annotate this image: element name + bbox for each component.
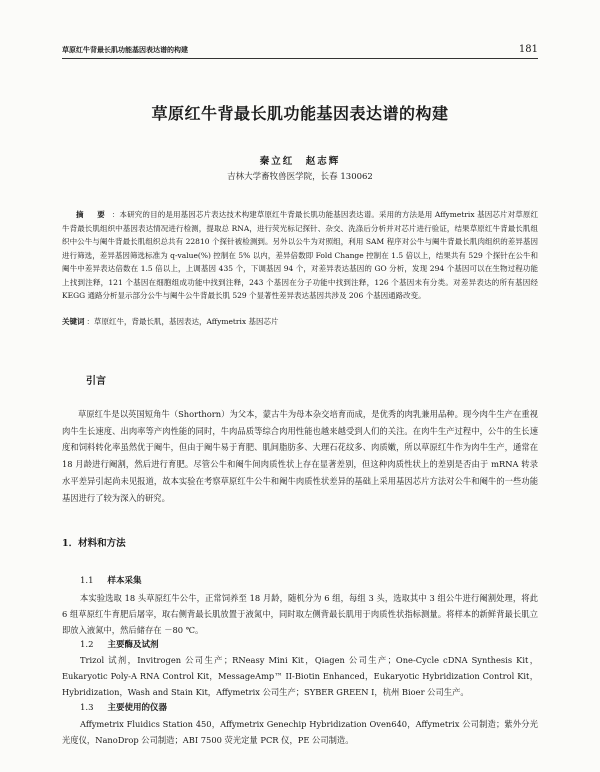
paragraph-sample-collection: 本实验选取 18 头草原红牛公牛，正常饲养至 18 月龄，随机分为 6 组，每组 3 头，选取其中 3 组公牛进行阉割处理，将此 6 组草原红牛育肥后屠宰，取右侧背最长肌放置于液氮中，同时取左侧背最长肌用于肉质性状指标测量。将样本的新鲜背最长肌立即放入液氮中，然后储存在 －80 ℃。 [62,593,538,635]
subsection-heading-1-3 [80,701,167,713]
article-authors: 秦立红 赵志辉 [259,156,341,167]
subsection-heading-1-2 [80,638,159,650]
section-heading-materials-methods: 1．材料和方法 [62,538,126,549]
subsection-title: 主要使用的仪器 [107,703,168,713]
keywords-label: 关键词 [62,317,85,326]
paragraph-reagents: Trizol 试剂，Invitrogen 公司生产；RNeasy Mini Kit，Qiagen 公司生产；One-Cycle cDNA Synthesis Kit，Eukaryotic Poly-A RNA Control Kit，MessageAmp™ II-Biotin Enhanced，Eukaryotic Hybridization Control Kit，Hybridization，Wash and Stain Kit，Affymetrix 公司生产；SYBER GREEN I，杭州 Bioer 公司生产。 [62,655,538,697]
introduction-heading: 引言 [86,376,106,387]
subsection-title: 主要酶及试剂 [107,640,159,650]
subsection-number: 1.1 [80,576,94,586]
article-affiliation: 吉林大学畜牧兽医学院，长春 130062 [227,172,373,182]
running-title: 草原红牛背最长肌功能基因表达谱的构建 [62,46,188,54]
running-header [62,44,538,59]
abstract-label: 摘 要 [76,210,108,219]
subsection-number: 1.2 [80,640,94,650]
introduction-text: 草原红牛是以英国短角牛（Shorthorn）为父本，蒙古牛为母本杂交培育而成，是优秀的肉乳兼用品种。现今肉牛生产在重视肉牛生长速度、出肉率等产肉性能的同时，牛肉品质等综合肉用性能也越来越受到人们的关注。在肉牛生产过程中，公牛的生长速度和饲料转化率虽然优于阉牛，但由于阉牛易于育肥、肌间脂肪多、大理石花纹多、肉质嫩，所以草原红牛作为肉牛生产，通常在 18 月龄进行阉割，然后进行育肥。尽管公牛和阉牛间肉质性状上存在显著差别，但这种肉质性状上的差别是否由于 mRNA 转录水平差异引起尚未见报道，故本实验在考察草原红牛公牛和阉牛肉质性状差异的基础上采用基因芯片方法对公牛和阉牛的一些功能基因进行了较为深入的研究。 [62,409,538,503]
paragraph-instruments: Affymetrix Fluidics Station 450，Affymetrix Genechip Hybridization Oven640，Affymetrix 公司制造；紫外分光光度仪，NanoDrop 公司制造；ABI 7500 荧光定量 PCR 仪，PE 公司制造。 [62,719,538,745]
page-number: 181 [518,44,538,55]
subsection-number: 1.3 [80,703,94,713]
subsection-title: 样本采集 [107,576,142,586]
keywords-text: ：草原红牛，背最长肌，基因表达，Affymetrix 基因芯片 [86,317,279,326]
abstract-text: ：本研究的目的是用基因芯片表达技术构建草原红牛背最长肌功能基因表达谱。采用的方法是用 Affymetrix 基因芯片对草原红牛背最长肌组织中基因表达情况进行检测，提取总 RNA，进行荧光标记探针、杂交、洗涤后分析并对芯片进行验证，结果草原红牛背最长肌组织中公牛与阉牛背最长肌组织总共有 22810 个探针被检测到。另外以公牛为对照组，利用 SAM 程序对公牛与阉牛背最长肌肉组织的差异基因进行筛选，差异基因筛选标准为 q-value(%) 控制在 5% 以内，差异倍数即 Fold Change 控制在 1.5 倍以上，结果共有 529 个探针在公牛和阉牛中差异表达倍数在 1.5 倍以上，上调基因 435 个，下调基因 94 个，对差异表达基因的 GO 分析，发现 294 个基因可以在生物过程功能上找到注释，121 个基因在细胞组成功能中找到注释，243 个基因在分子功能中找到注释，126 个基因未有分类。对差异表达的所有基因经 KEGG 通路分析显示部分公牛与阉牛公牛背最长肌 529 个显著性差异表达基因共涉及 206 个基因通路改变。 [62,210,538,300]
subsection-heading-1-1 [80,574,142,586]
keywords [62,316,538,327]
article-title: 草原红牛背最长肌功能基因表达谱的构建 [151,104,449,123]
abstract [62,208,538,303]
